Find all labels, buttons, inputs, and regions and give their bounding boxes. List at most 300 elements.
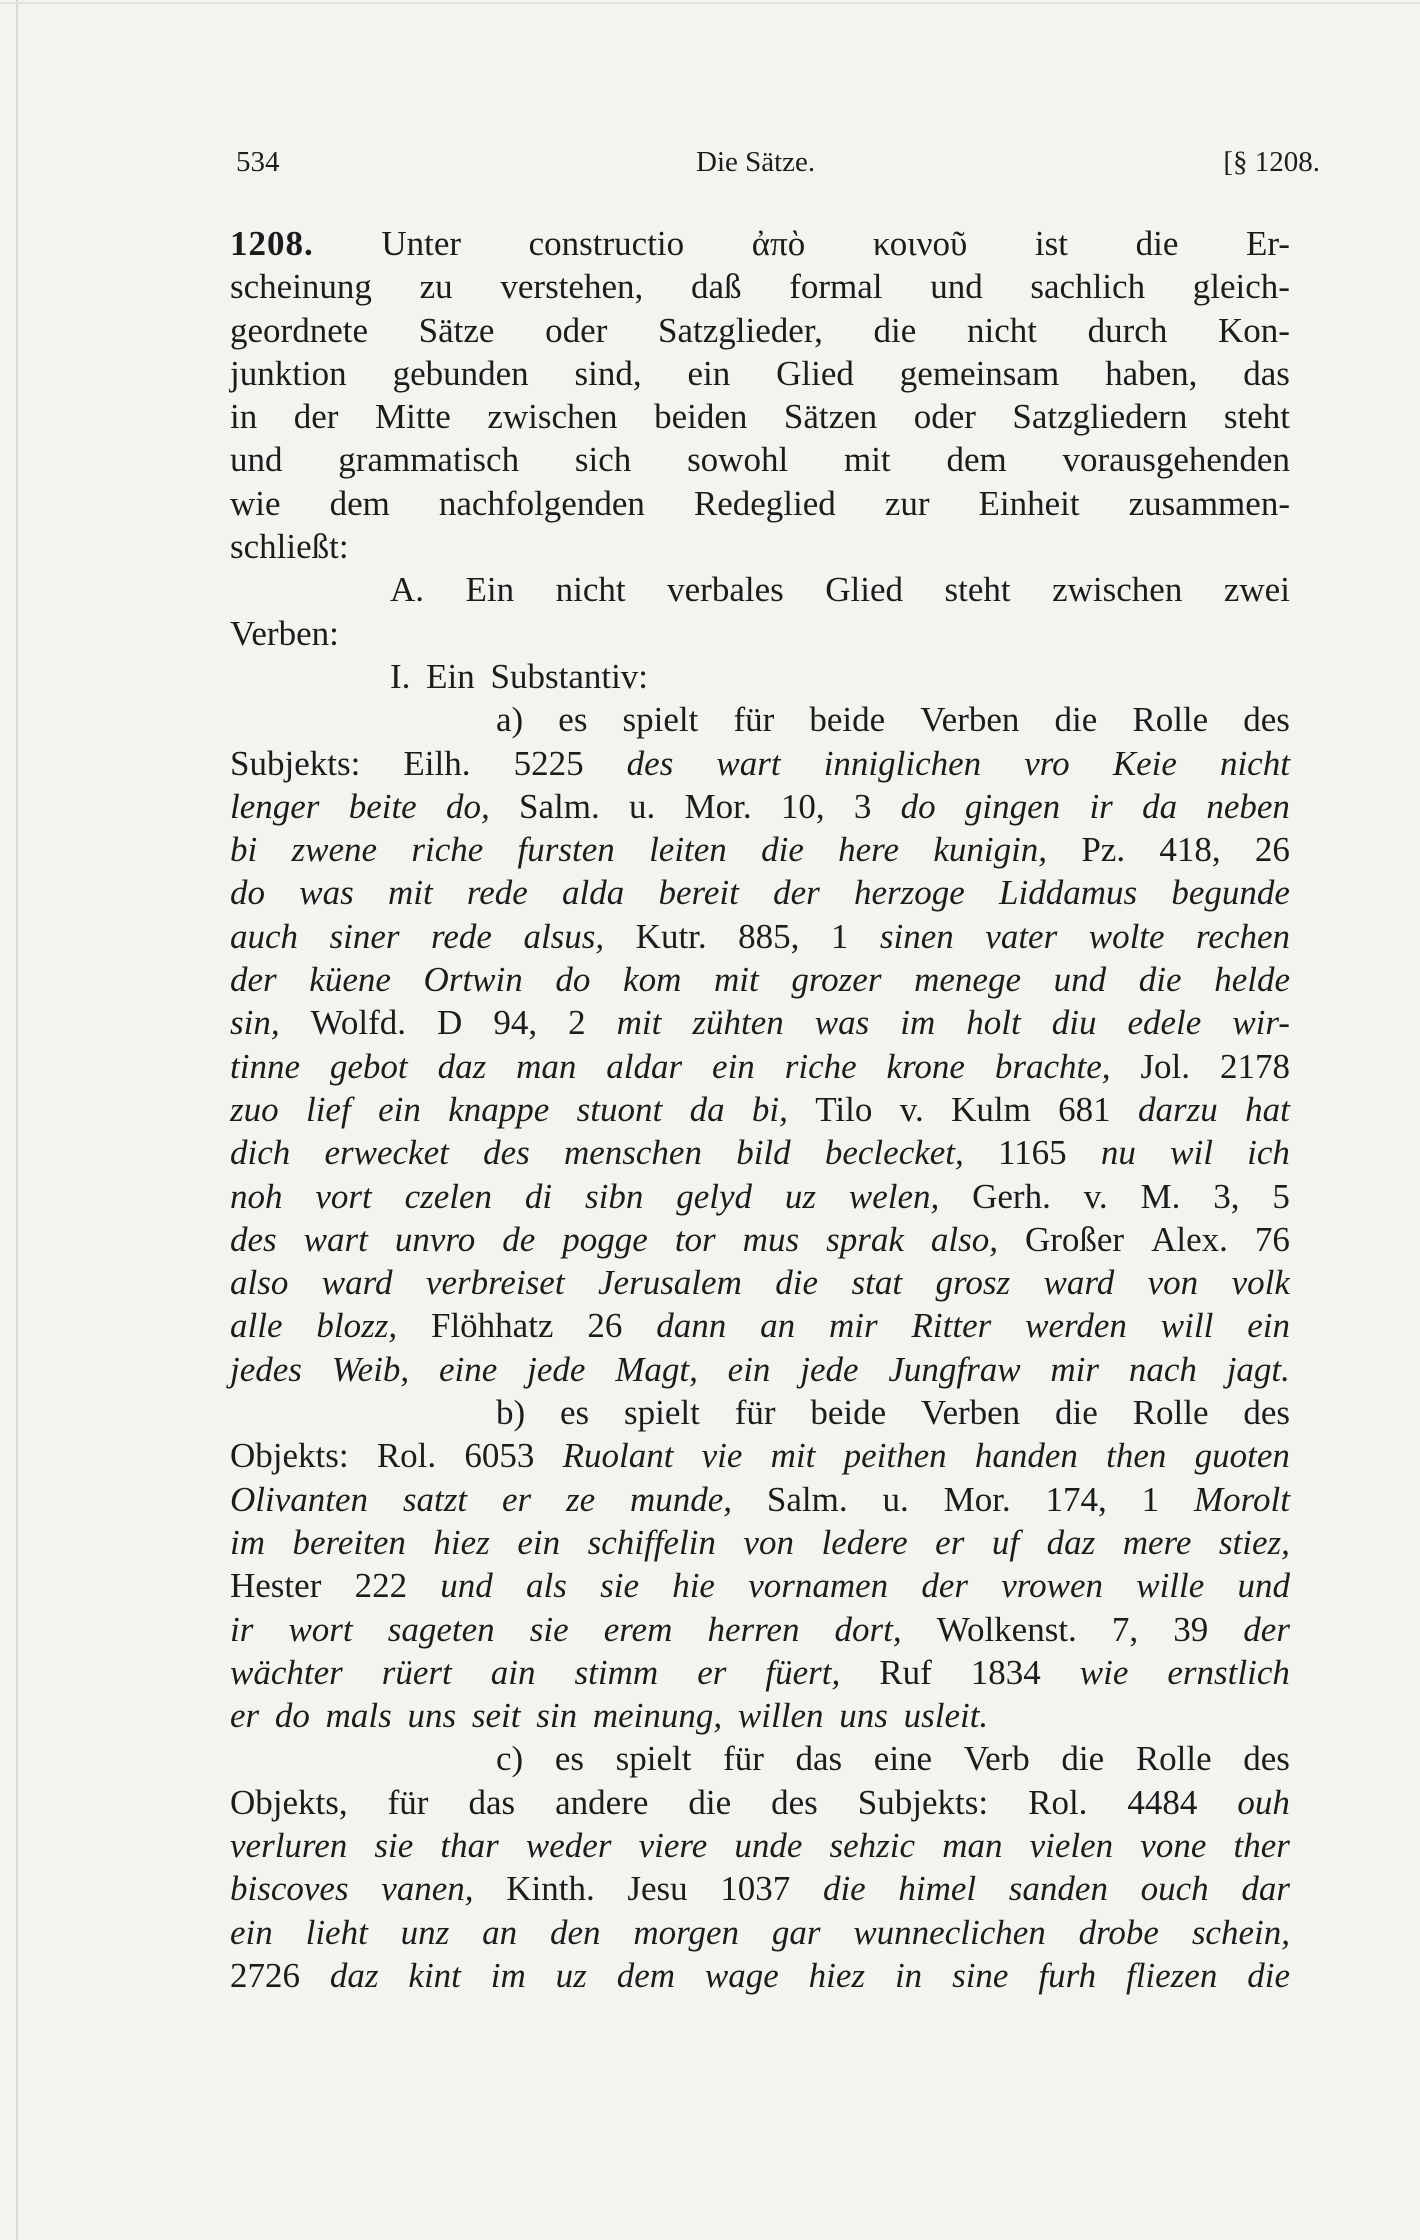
- text-word: für: [733, 700, 775, 740]
- quoted-word: tor: [674, 1219, 716, 1259]
- text-word: Redeglied: [693, 483, 836, 523]
- quoted-word: ein: [1247, 1306, 1290, 1346]
- text-word: Salm.: [766, 1479, 848, 1519]
- quoted-word: ernstlich: [1167, 1652, 1290, 1692]
- text-word: Ruf: [879, 1652, 932, 1692]
- text-word: 418,: [1159, 830, 1221, 870]
- text-word: Eilh.: [403, 743, 471, 783]
- quoted-word: vater: [985, 916, 1058, 956]
- text-word: a): [496, 700, 524, 740]
- quoted-word: gar: [771, 1912, 821, 1952]
- text-word: zur: [884, 483, 930, 523]
- text-line: [230, 958, 1290, 1001]
- quoted-word: rede: [431, 916, 492, 956]
- text-word: D: [437, 1003, 463, 1043]
- text-line: [230, 1954, 1290, 1997]
- quoted-word: uns: [407, 1696, 457, 1736]
- text-word: Flöhhatz: [430, 1306, 554, 1346]
- quoted-word: uf: [991, 1522, 1020, 1562]
- text-line: [230, 352, 1290, 395]
- text-word: Wolkenst.: [936, 1609, 1077, 1649]
- quoted-word: mals: [325, 1696, 392, 1736]
- quoted-word: man: [942, 1825, 1003, 1865]
- text-word: für: [723, 1739, 764, 1779]
- quoted-word: biscoves: [230, 1869, 349, 1909]
- text-word: Sätzen: [783, 397, 878, 437]
- quoted-word: zühten: [692, 1003, 784, 1043]
- quoted-word: den: [549, 1912, 601, 1952]
- quoted-word: jede: [527, 1349, 586, 1389]
- text-word: Er-: [1245, 224, 1290, 263]
- text-word: und: [930, 267, 983, 307]
- text-line: [230, 1391, 1290, 1434]
- quoted-word: wart: [716, 743, 781, 783]
- text-word: Wolfd.: [310, 1003, 406, 1043]
- quoted-word: herren: [707, 1609, 800, 1649]
- text-line: [230, 1261, 1290, 1304]
- quoted-word: riche: [784, 1046, 857, 1086]
- text-word: gleich-: [1192, 267, 1290, 307]
- quoted-word: bereiten: [292, 1522, 406, 1562]
- text-word: Rol.: [376, 1436, 437, 1476]
- quoted-word: mir: [829, 1306, 878, 1346]
- text-line: [230, 1737, 1290, 1780]
- text-word: der: [293, 397, 339, 437]
- quoted-word: Ortwin: [423, 960, 523, 1000]
- text-word: zwischen: [487, 397, 618, 437]
- quoted-word: des: [483, 1133, 530, 1173]
- quoted-word: sie: [600, 1566, 639, 1606]
- text-word: 885,: [738, 916, 800, 956]
- text-line: [230, 612, 1290, 655]
- text-word: Subjekts:: [857, 1782, 989, 1822]
- text-word: Glied: [776, 353, 854, 393]
- text-word: 76: [1254, 1219, 1290, 1259]
- quoted-word: vro: [1024, 743, 1070, 783]
- quoted-word: unde: [734, 1825, 803, 1865]
- text-word: constructio: [528, 224, 685, 263]
- text-line: [230, 915, 1290, 958]
- quoted-word: wolte: [1088, 916, 1165, 956]
- quoted-word: lieht: [305, 1912, 368, 1952]
- quoted-word: grozer: [791, 960, 882, 1000]
- text-word: oder: [913, 397, 976, 437]
- text-word: 1165: [997, 1133, 1067, 1173]
- quoted-word: menege: [914, 960, 1021, 1000]
- quoted-word: daz: [1046, 1522, 1096, 1562]
- quoted-word: drobe: [1078, 1912, 1159, 1952]
- quoted-word: von: [743, 1522, 794, 1562]
- quoted-word: also,: [930, 1219, 998, 1259]
- text-line: [230, 1045, 1290, 1088]
- quoted-word: weder: [525, 1825, 612, 1865]
- text-word: oder: [545, 310, 608, 350]
- text-word: Verben: [920, 700, 1020, 740]
- quoted-word: beclecket,: [824, 1133, 964, 1173]
- text-line: [230, 1175, 1290, 1218]
- quoted-word: do: [274, 1696, 310, 1736]
- quoted-word: hie: [672, 1566, 715, 1606]
- quoted-word: er: [501, 1479, 532, 1519]
- quoted-word: leiten: [649, 830, 727, 870]
- text-line: [230, 1521, 1290, 1564]
- quoted-word: mit: [616, 1003, 662, 1043]
- quoted-word: helde: [1214, 960, 1290, 1000]
- text-word: M.: [1140, 1176, 1181, 1216]
- text-word: zwischen: [1052, 570, 1183, 610]
- text-word: und: [230, 440, 283, 480]
- quoted-word: mit: [713, 960, 759, 1000]
- quoted-word: vrowen: [1001, 1566, 1103, 1606]
- quoted-word: sin: [536, 1696, 578, 1736]
- text-word: 222: [354, 1566, 408, 1606]
- quoted-word: uz: [784, 1176, 817, 1216]
- quoted-word: menschen: [563, 1133, 702, 1173]
- text-word: geordnete: [230, 310, 368, 350]
- quoted-word: vielen: [1029, 1825, 1114, 1865]
- page-edge-top: [0, 2, 1420, 4]
- text-word: das: [1243, 353, 1290, 393]
- text-line: [230, 309, 1290, 352]
- text-line: [230, 698, 1290, 741]
- text-word: nicht: [966, 310, 1037, 350]
- text-word: Pz.: [1081, 830, 1126, 870]
- quoted-word: ir: [230, 1609, 254, 1649]
- text-line: [230, 871, 1290, 914]
- quoted-word: als: [526, 1566, 567, 1606]
- text-word: sachlich: [1030, 267, 1146, 307]
- quoted-word: ain: [490, 1652, 536, 1692]
- quoted-word: ward: [1043, 1263, 1115, 1303]
- text-word: 10,: [780, 786, 825, 826]
- quoted-word: ein: [712, 1046, 755, 1086]
- quoted-word: dar: [1241, 1869, 1290, 1909]
- text-word: v.: [899, 1089, 924, 1129]
- quoted-word: im: [230, 1522, 265, 1562]
- quoted-word: vornamen: [748, 1566, 889, 1606]
- text-word: Unter: [381, 224, 462, 263]
- quoted-word: dem: [616, 1955, 675, 1995]
- text-line: [230, 655, 1290, 698]
- quoted-word: ward: [321, 1263, 393, 1303]
- text-word: schließt:: [230, 527, 349, 567]
- quoted-word: herzoge: [853, 873, 965, 913]
- text-line: [230, 1001, 1290, 1044]
- text-word: 681: [1058, 1089, 1111, 1129]
- quoted-word: wart: [303, 1219, 368, 1259]
- quoted-word: die: [1138, 960, 1182, 1000]
- quoted-word: satzt: [402, 1479, 468, 1519]
- quoted-word: will: [1160, 1306, 1214, 1346]
- quoted-word: ir: [1089, 786, 1113, 826]
- text-word: Objekts:: [230, 1436, 349, 1476]
- text-word: Satzgliedern: [1012, 397, 1188, 437]
- quoted-word: ther: [1233, 1825, 1290, 1865]
- text-line: [230, 785, 1290, 828]
- text-word: I.: [390, 656, 411, 696]
- text-word: die: [1054, 700, 1098, 740]
- body-text: [230, 222, 1290, 1997]
- quoted-word: vanen,: [381, 1869, 474, 1909]
- text-word: es: [560, 1393, 590, 1433]
- text-word: Kon-: [1218, 310, 1290, 350]
- quoted-word: krone: [886, 1046, 965, 1086]
- quoted-word: mir: [1050, 1349, 1100, 1389]
- text-word: Tilo: [815, 1089, 873, 1129]
- text-word: Mor.: [943, 1479, 1011, 1519]
- quoted-word: Magt,: [615, 1349, 698, 1389]
- running-header: [236, 146, 1320, 186]
- quoted-word: und: [1053, 960, 1107, 1000]
- quoted-word: verluren: [230, 1825, 348, 1865]
- text-word: andere: [555, 1782, 649, 1822]
- quoted-word: bi: [230, 830, 258, 870]
- text-line: [230, 1434, 1290, 1477]
- text-word: 2178: [1219, 1046, 1290, 1086]
- text-word: gebunden: [392, 353, 529, 393]
- quoted-word: alle: [230, 1306, 283, 1346]
- text-word: verstehen,: [500, 267, 644, 307]
- text-word: Hester: [230, 1566, 322, 1606]
- quoted-word: die: [775, 1263, 819, 1303]
- quoted-word: sie: [529, 1609, 569, 1649]
- quoted-word: unz: [400, 1912, 450, 1952]
- quoted-word: mere: [1122, 1522, 1192, 1562]
- quoted-word: man: [516, 1046, 577, 1086]
- text-word: spielt: [624, 1393, 700, 1433]
- quoted-word: thar: [440, 1825, 499, 1865]
- quoted-word: furh: [1038, 1955, 1097, 1995]
- quoted-word: fursten: [517, 830, 615, 870]
- text-line: [230, 1651, 1290, 1694]
- text-word: verbales: [667, 570, 784, 610]
- quoted-word: von: [1147, 1263, 1199, 1303]
- quoted-word: inniglichen: [823, 743, 982, 783]
- text-line: [230, 395, 1290, 438]
- quoted-word: dich: [230, 1133, 291, 1173]
- text-word: beide: [809, 700, 886, 740]
- text-word: das: [468, 1782, 516, 1822]
- quoted-word: dann: [656, 1306, 727, 1346]
- quoted-word: wille: [1136, 1566, 1205, 1606]
- quoted-word: do: [900, 786, 936, 826]
- text-word: Mor.: [684, 786, 752, 826]
- quoted-word: an: [760, 1306, 796, 1346]
- quoted-word: des: [626, 743, 674, 783]
- quoted-word: tinne: [230, 1046, 300, 1086]
- text-line: [230, 1867, 1290, 1910]
- quoted-word: ein: [378, 1089, 421, 1129]
- quoted-word: pogge: [562, 1219, 648, 1259]
- text-word: spielt: [615, 1739, 692, 1779]
- quoted-word: uns: [839, 1696, 888, 1736]
- quoted-word: bild: [736, 1133, 791, 1173]
- text-word: zu: [419, 267, 453, 307]
- text-word: es: [554, 1739, 584, 1779]
- quoted-word: guoten: [1194, 1436, 1290, 1476]
- text-word: die: [1055, 1393, 1098, 1433]
- quoted-word: neben: [1206, 786, 1290, 826]
- quoted-word: wir-: [1232, 1003, 1290, 1043]
- quoted-word: Olivanten: [230, 1479, 369, 1519]
- text-line: [230, 1781, 1290, 1824]
- quoted-word: jagt.: [1226, 1349, 1290, 1389]
- section-marker: [§ 1208.: [1223, 146, 1320, 178]
- quoted-word: darzu: [1138, 1089, 1218, 1129]
- quoted-word: was: [814, 1003, 870, 1043]
- text-word: formal: [789, 267, 883, 307]
- quoted-word: auch: [230, 916, 299, 956]
- quoted-word: ouch: [1140, 1869, 1209, 1909]
- quoted-word: knappe: [448, 1089, 550, 1129]
- quoted-word: grosz: [935, 1263, 1011, 1303]
- text-word: 26: [587, 1306, 623, 1346]
- text-word: 26: [1254, 830, 1290, 870]
- quoted-word: und: [1237, 1566, 1290, 1606]
- text-word: daß: [690, 267, 742, 307]
- quoted-word: hiez: [433, 1522, 490, 1562]
- quoted-word: daz: [329, 1955, 379, 1995]
- text-word: steht: [1223, 397, 1290, 437]
- quoted-word: was: [299, 873, 354, 913]
- quoted-word: sie: [374, 1825, 414, 1865]
- text-word: es: [558, 700, 588, 740]
- quoted-word: riche: [411, 830, 484, 870]
- quoted-word: da: [689, 1089, 725, 1129]
- text-word: die: [1135, 224, 1179, 263]
- quoted-word: sanden: [1008, 1869, 1108, 1909]
- quoted-word: küene: [309, 960, 391, 1000]
- text-word: Kinth.: [506, 1869, 595, 1909]
- text-word: Kutr.: [635, 916, 707, 956]
- text-word: nicht: [555, 570, 626, 610]
- quoted-word: alsus,: [523, 916, 605, 956]
- quoted-word: die: [761, 830, 804, 870]
- quoted-word: noh: [230, 1176, 283, 1216]
- quoted-word: holt: [966, 1003, 1021, 1043]
- text-word: Objekts,: [230, 1782, 348, 1822]
- quoted-word: blozz,: [316, 1306, 398, 1346]
- quoted-word: hiez: [808, 1955, 866, 1995]
- text-word: Mitte: [374, 397, 451, 437]
- quoted-word: des: [230, 1219, 277, 1259]
- text-word: Rolle: [1132, 700, 1209, 740]
- text-word: 2: [568, 1003, 586, 1043]
- text-line: [230, 1564, 1290, 1607]
- quoted-word: begunde: [1171, 873, 1290, 913]
- quoted-word: sehzic: [829, 1825, 916, 1865]
- quoted-word: czelen: [404, 1176, 493, 1216]
- text-line: [230, 742, 1290, 785]
- text-word: zwei: [1223, 570, 1290, 610]
- text-line: [230, 1608, 1290, 1651]
- quoted-word: gebot: [329, 1046, 408, 1086]
- quoted-word: daz: [437, 1046, 487, 1086]
- text-word: c): [496, 1739, 524, 1779]
- quoted-word: do: [555, 960, 591, 1000]
- text-word: ἀπὸ: [751, 224, 806, 263]
- quoted-word: ein: [727, 1349, 771, 1389]
- text-word: haben,: [1105, 353, 1198, 393]
- quoted-word: then: [1106, 1436, 1167, 1476]
- quoted-word: kom: [623, 960, 682, 1000]
- quoted-word: viere: [638, 1825, 708, 1865]
- text-word: Substantiv:: [490, 656, 649, 696]
- quoted-word: edele: [1127, 1003, 1202, 1043]
- text-word: dem: [946, 440, 1007, 480]
- text-word: eine: [873, 1739, 933, 1779]
- text-word: κοινοῦ: [872, 224, 968, 263]
- text-word: b): [496, 1393, 526, 1433]
- quoted-word: welen,: [848, 1176, 940, 1216]
- text-word: für: [387, 1782, 429, 1822]
- text-word: scheinung: [230, 267, 372, 307]
- quoted-word: siner: [329, 916, 400, 956]
- running-title: Die Sätze.: [696, 146, 816, 178]
- quoted-word: usleit.: [903, 1696, 989, 1736]
- page-number: 534: [236, 146, 280, 178]
- text-line: [230, 482, 1290, 525]
- text-word: 174,: [1045, 1479, 1107, 1519]
- quoted-word: do,: [445, 786, 490, 826]
- quoted-word: wie: [1079, 1652, 1129, 1692]
- quoted-word: Jungfraw: [888, 1349, 1021, 1389]
- quoted-word: die: [822, 1869, 866, 1909]
- text-word: 6053: [464, 1436, 535, 1476]
- quoted-word: fliezen: [1125, 1955, 1218, 1995]
- text-word: Rolle: [1132, 1393, 1209, 1433]
- text-word: 3: [853, 786, 872, 826]
- quoted-word: die: [1247, 1955, 1290, 1995]
- quoted-word: eine: [439, 1349, 498, 1389]
- quoted-word: erem: [603, 1609, 673, 1649]
- quoted-word: und: [440, 1566, 493, 1606]
- quoted-word: zuo: [230, 1089, 279, 1129]
- quoted-word: kint: [408, 1955, 461, 1995]
- text-word: zusammen-: [1128, 483, 1290, 523]
- text-word: Satzglieder,: [658, 310, 823, 350]
- quoted-word: Jerusalem: [598, 1263, 742, 1303]
- text-word: 4484: [1127, 1782, 1198, 1822]
- quoted-word: kunigin,: [933, 830, 1048, 870]
- text-word: des: [1243, 1739, 1290, 1779]
- text-line: [230, 1911, 1290, 1954]
- section-number: 1208.: [230, 224, 314, 263]
- text-line: [230, 525, 1290, 568]
- quoted-word: nach: [1128, 1349, 1197, 1389]
- quoted-word: vie: [701, 1436, 743, 1476]
- quoted-word: der: [1243, 1609, 1290, 1649]
- text-word: spielt: [622, 700, 699, 740]
- quoted-word: ouh: [1237, 1782, 1290, 1822]
- quoted-word: füert,: [765, 1652, 841, 1692]
- text-word: sich: [574, 440, 632, 480]
- text-word: Verben: [921, 1393, 1021, 1433]
- quoted-word: Morolt: [1194, 1479, 1290, 1519]
- quoted-word: da: [1142, 786, 1178, 826]
- quoted-word: mus: [742, 1219, 800, 1259]
- text-word: 1037: [720, 1869, 791, 1909]
- text-word: 5225: [513, 743, 584, 783]
- quoted-word: mit: [770, 1436, 816, 1476]
- text-word: Ein: [465, 570, 515, 610]
- quoted-word: der: [230, 960, 277, 1000]
- text-word: Sätze: [418, 310, 495, 350]
- quoted-word: er: [230, 1696, 260, 1736]
- text-word: Großer: [1024, 1219, 1125, 1259]
- quoted-word: sibn: [585, 1176, 644, 1216]
- text-word: junktion: [230, 353, 347, 393]
